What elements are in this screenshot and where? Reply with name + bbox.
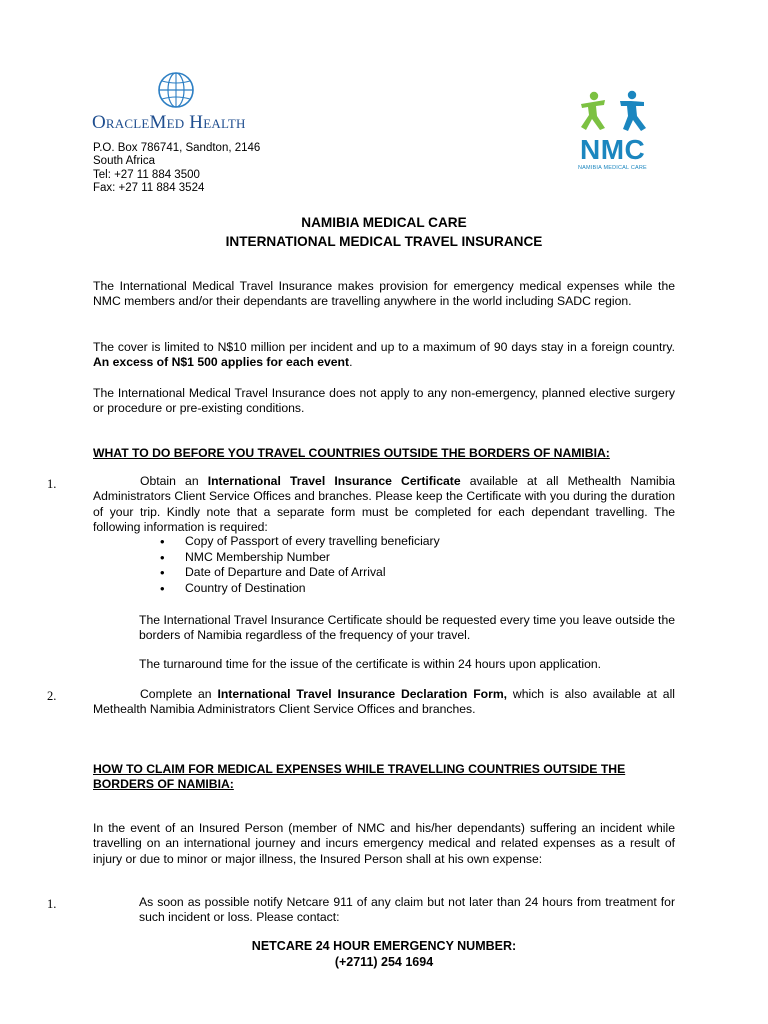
list-item: • Country of Destination [160,581,440,597]
section2-heading: HOW TO CLAIM FOR MEDICAL EXPENSES WHILE TRAVELLING COUNTRIES OUTSIDE THE BORDERS OF NAMIBIA: [93,762,626,792]
emergency-label: NETCARE 24 HOUR EMERGENCY NUMBER: [251,939,517,953]
intro-paragraph-2: The cover is limited to N$10 million per incident and up to a maximum of 90 days stay in a foreign country. An excess of N$1 500 applies for each event. [93,340,675,370]
section2-intro: In the event of an Insured Person (member of NMC and his/her dependants) suffering an incident while travelling on an international journey and incurs emergency medical and related expenses as a result of injury or due to minor or major illness, the Insured Person shall at his own expense: [93,821,675,866]
doc-title-line1: NAMIBIA MEDICAL CARE [301,215,467,230]
emergency-number: (+2711) 254 1694 [334,955,434,969]
address-line: P.O. Box 786741, Sandton, 2146 [93,142,261,154]
section1-item2-text: Complete an International Travel Insurance Declaration Form, which is also available at all Methealth Namibia Administrators Client Service Offices and branches. [93,687,675,717]
section1-item1-text: Obtain an International Travel Insurance Certificate available at all Methealth Namibia Administrators Client Service Offices and branches. Please keep the Certificate with you during the duration of your trip. Kindly note that a separate form must be completed for each dependant travelling. The following information is required: [93,474,675,535]
nmc-logo [578,90,652,180]
nmc-logo-full: NAMIBIA MEDICAL CARE [578,165,647,171]
address-line: Tel: +27 11 884 3500 [93,168,200,181]
list-item: • NMC Membership Number [160,550,440,566]
globe-icon [156,70,196,110]
people-icon [578,90,652,134]
list-item: • Date of Departure and Date of Arrival [160,565,440,581]
doc-title-line2: INTERNATIONAL MEDICAL TRAVEL INSURANCE [225,234,543,249]
address-block [93,142,260,195]
address-line: Fax: +27 11 884 3524 [93,181,205,194]
certificate-term: International Travel Insurance Certificate [207,474,461,488]
intro-paragraph-1: The International Medical Travel Insurance makes provision for emergency medical expenses while the NMC members and/or their dependants are travelling anywhere in the world including SADC region. [93,279,675,309]
oraclemed-logo-text: OracleMed Health [92,112,246,133]
intro-paragraph-3: The International Medical Travel Insurance does not apply to any non-emergency, planned elective surgery or procedure or pre-existing conditions. [93,386,675,416]
declaration-form-term: International Travel Insurance Declaration Form, [217,687,508,701]
item-number: 1. [47,477,57,491]
section1-heading: WHAT TO DO BEFORE YOU TRAVEL COUNTRIES OUTSIDE THE BORDERS OF NAMIBIA: [93,446,610,460]
certificate-note-2: The turnaround time for the issue of the certificate is within 24 hours upon application. [139,657,602,671]
item-number: 2. [47,689,57,703]
address-line: South Africa [93,155,156,168]
excess-note: An excess of N$1 500 applies for each event [93,355,350,370]
item-number: 1. [47,897,57,911]
required-info-list [160,534,440,596]
certificate-note-1: The International Travel Insurance Certificate should be requested every time you leave outside the borders of Namibia regardless of the frequency of your travel. [139,613,675,643]
nmc-logo-abbr: NMC [580,134,646,165]
oraclemed-logo [92,70,272,132]
section2-item1-text: As soon as possible notify Netcare 911 of any claim but not later than 24 hours from treatment for such incident or loss. Please contact: [139,895,675,925]
list-item: • Copy of Passport of every travelling beneficiary [160,534,440,550]
